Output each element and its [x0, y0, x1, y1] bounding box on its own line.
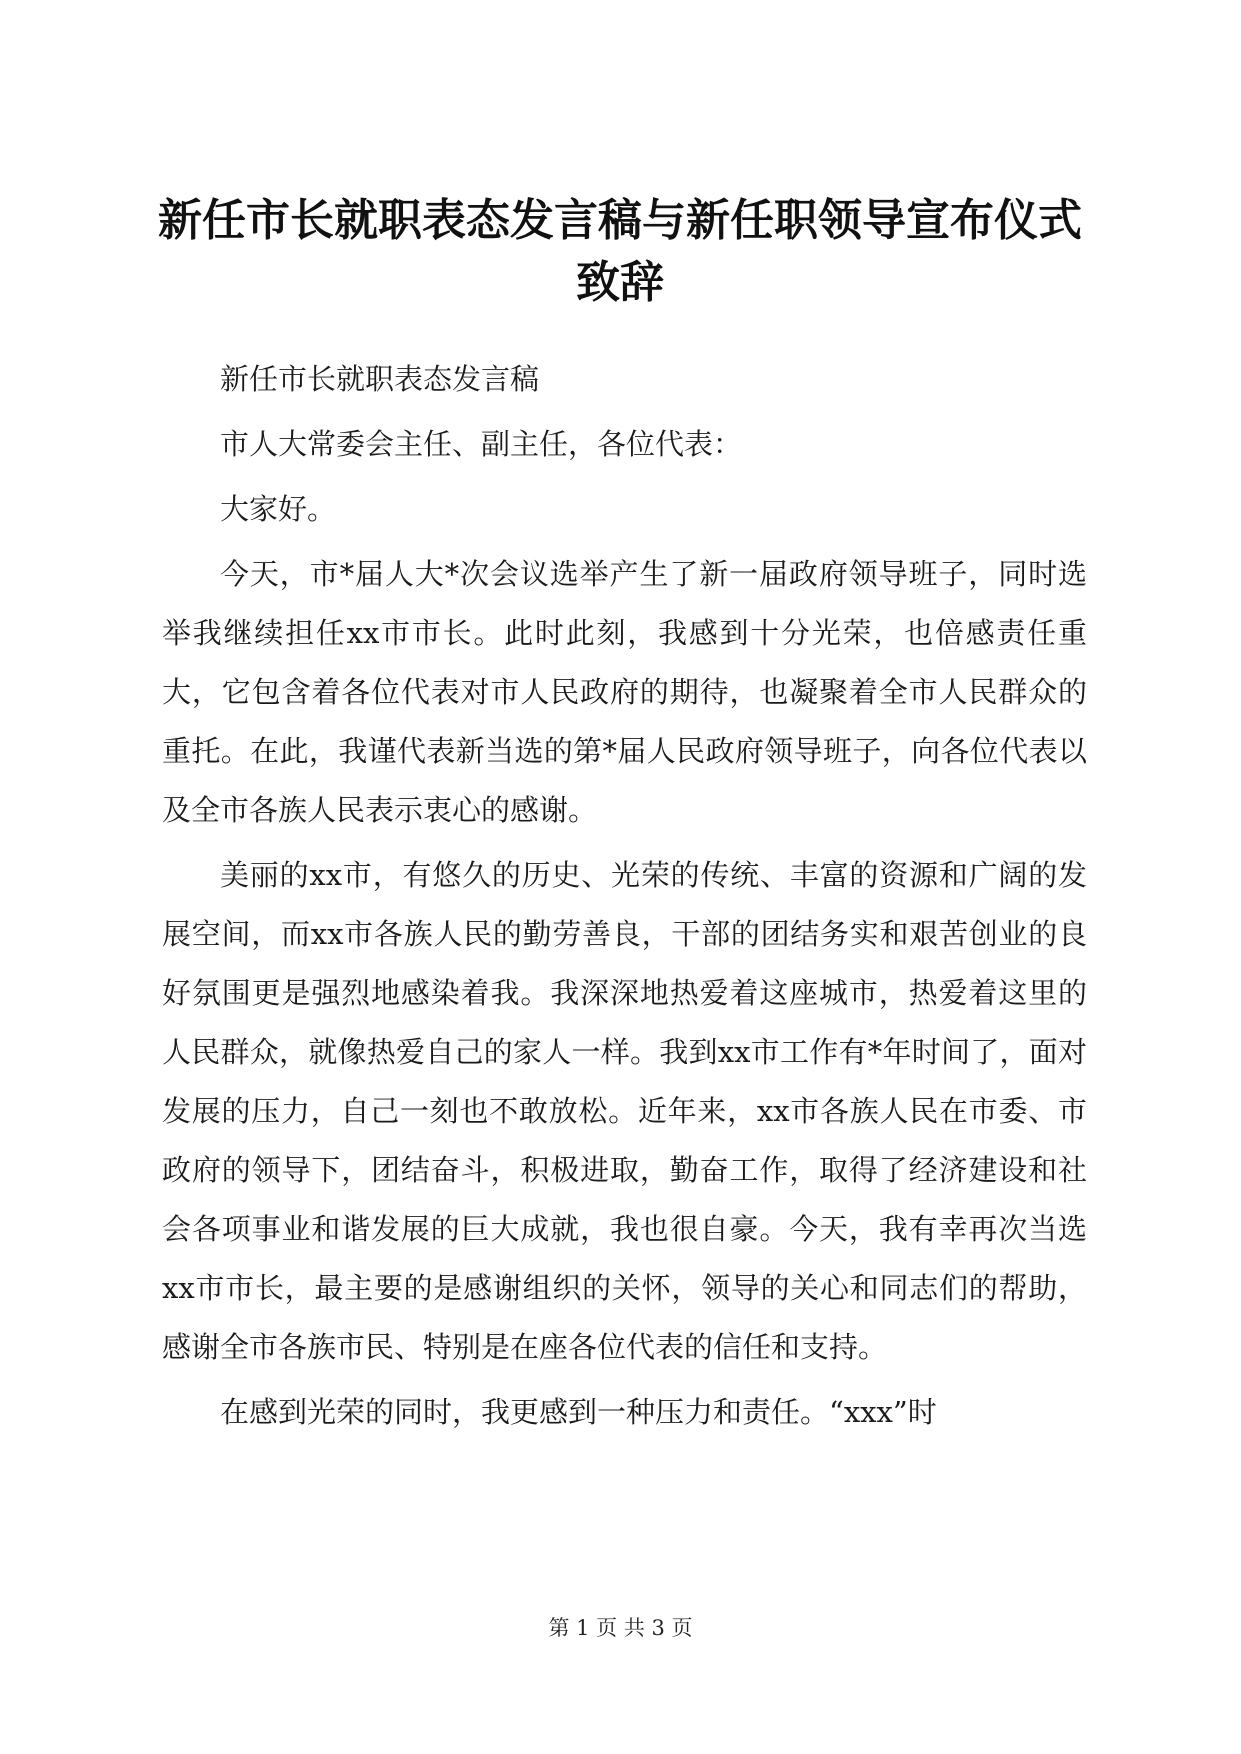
document-body [162, 350, 1087, 1448]
document-title: 新任市长就职表态发言稿与新任职领导宣布仪式致辞 [158, 195, 1082, 308]
greeting: 大家好。 [220, 492, 337, 526]
page-footer: 第 1 页 共 3 页 [548, 1616, 693, 1640]
body-paragraph: 美丽的xx市，有悠久的历史、光荣的传统、丰富的资源和广阔的发展空间，而xx市各族人民的勤劳善良，干部的团结务实和艰苦创业的良好氛围更是强烈地感染着我。我深深地热爱着这座城市，热爱着这里的人民群众，就像热爱自己的家人一样。我到xx市工作有*年时间了，面对发展的压力，自己一刻也不敢放松。近年来，xx市各族人民在市委、市政府的领导下，团结奋斗，积极进取，勤奋工作，取得了经济建设和社会各项事业和谐发展的巨大成就，我也很自豪。今天，我有幸再次当选xx市市长，最主要的是感谢组织的关怀，领导的关心和同志们的帮助，感谢全市各族市民、特别是在座各位代表的信任和支持。 [162, 858, 1087, 1364]
body-paragraph: 今天，市*届人大*次会议选举产生了新一届政府领导班子，同时选举我继续担任xx市市长。此时此刻，我感到十分光荣，也倍感责任重大，它包含着各位代表对市人民政府的期待，也凝聚着全市人民群众的重托。在此，我谨代表新当选的第*届人民政府领导班子，向各位代表以及全市各族人民表示衷心的感谢。 [162, 557, 1087, 827]
speech-heading: 新任市长就职表态发言稿 [220, 362, 540, 396]
body-paragraph: 在感到光荣的同时，我更感到一种压力和责任。“xxx”时 [220, 1395, 937, 1429]
salutation: 市人大常委会主任、副主任，各位代表： [220, 427, 743, 461]
